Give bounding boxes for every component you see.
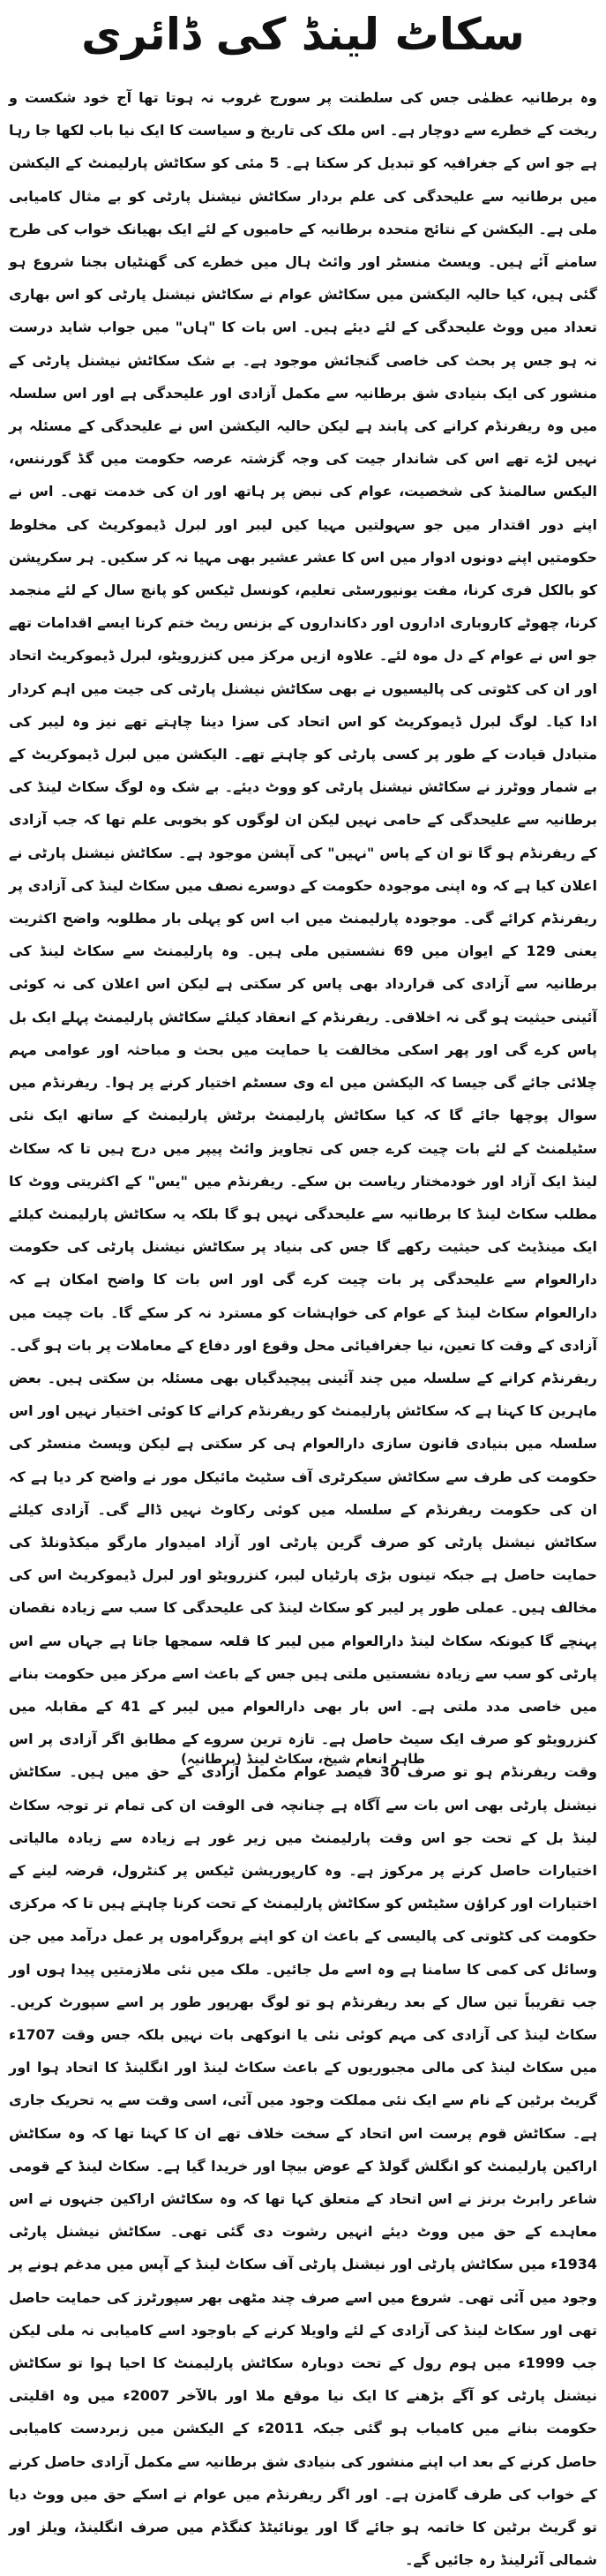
article-title: سکاٹ لینڈ کی ڈائری xyxy=(81,9,525,60)
article-byline: طاہر انعام شیخ، سکاٹ لینڈ (برطانیہ) xyxy=(181,1751,425,1767)
article-body: وہ برطانیہ عظمٰی جس کی سلطنت پر سورج غروب نہ ہوتا تھا آج خود شکست و ریخت کے خطرے سے دوچار ہے۔ اس ملک کی تاریخ و سیاست کا ایک نیا باب لکھا جا رہا ہے جو اس کے جغرافیہ کو تبدیل کر سکتا ہے۔ 5 مئی کو سکاٹش پارلیمنٹ کے الیکشن میں برطانیہ سے علیحدگی کی علم بردار سکاٹش نیشنل پارٹی کو بے مثال کامیابی ملی ہے۔ الیکشن کے نتائج متحدہ برطانیہ کے حامیوں کے لئے ایک بھیانک خواب کی طرح سامنے آئے ہیں۔ ویسٹ منسٹر اور وائٹ ہال میں خطرے کی گھنٹیاں بجنا شروع ہو گئی ہیں، کیا حالیہ الیکشن میں سکاٹش عوام نے سکاٹش نیشنل پارٹی کو اس بھاری تعداد میں ووٹ علیحدگی کے لئے دیئے ہیں۔ اس بات کا "ہاں" میں جواب شاید درست نہ ہو جس پر بحث کی خاصی گنجائش موجود ہے۔ بے شک سکاٹش نیشنل پارٹی کے منشور کی ایک بنیادی شق برطانیہ سے مکمل آزادی اور علیحدگی ہے اور اس سلسلہ میں وہ ریفرنڈم کرانے کی پابند ہے لیکن حالیہ الیکشن اس نے علیحدگی کے مسئلہ پر نہیں لڑے تھے اس کی شاندار جیت کی وجہ گزشتہ عرصہ حکومت میں گڈ گورننس، الیکس سالمنڈ کی شخصیت، عوام کی نبض پر ہاتھ اور ان کی خدمت تھی۔ اس نے اپنے دور اقتدار میں جو سہولتیں مہیا کیں لیبر اور لبرل ڈیموکریٹ کی مخلوط حکومتیں اپنے دونوں ادوار میں اس کا عشر عشیر بھی مہیا نہ کر سکیں۔ ہر سکرپشن کو بالکل فری کرنا، مفت یونیورسٹی تعلیم، کونسل ٹیکس کو پانچ سال کے لئے منجمد کرنا، چھوٹے کاروباری اداروں اور دکانداروں کے بزنس ریٹ ختم کرنا ایسے اقدامات تھے جو اس نے عوام کے دل موہ لئے۔ علاوہ ازیں مرکز میں کنزرویٹو، لبرل ڈیموکریٹ اتحاد اور ان کی کٹوتی کی پالیسیوں نے بھی سکاٹش نیشنل پارٹی کی جیت میں اہم کردار ادا کیا۔ لوگ لبرل ڈیموکریٹ کو اس اتحاد کی سزا دینا چاہتے تھے نیز وہ لیبر کی متبادل قیادت کے طور پر کسی پارٹی کو چاہتے تھے۔ الیکشن میں لبرل ڈیموکریٹ کے بے شمار ووٹرز نے سکاٹش نیشنل پارٹی کو ووٹ دیئے۔ بے شک وہ لوگ سکاٹ لینڈ کی برطانیہ سے علیحدگی کے حامی نہیں لیکن ان لوگوں کو بخوبی علم تھا کہ جب آزادی کے ریفرنڈم ہو گا تو ان کے پاس "نہیں" کی آپشن موجود ہے۔ سکاٹش نیشنل پارٹی نے اعلان کیا ہے کہ وہ اپنی موجودہ حکومت کے دوسرے نصف میں سکاٹ لینڈ کی آزادی پر ریفرنڈم کرائے گی۔ موجودہ پارلیمنٹ میں اب اس کو پہلی بار مطلوبہ واضح اکثریت یعنی 129 کے ایوان میں 69 نشستیں ملی ہیں۔ وہ پارلیمنٹ سے سکاٹ لینڈ کی برطانیہ سے آزادی کی قرارداد بھی پاس کر سکتی ہے لیکن اس اعلان کی نہ کوئی آئینی حیثیت ہو گی نہ اخلاقی۔ ریفرنڈم کے انعقاد کیلئے سکاٹش پارلیمنٹ پہلے ایک بل پاس کرے گی اور پھر اسکی مخالفت یا حمایت میں بحث و مباحثہ اور عوامی مہم چلائی جائے گی جیسا کہ الیکشن میں اے وی سسٹم اختیار کرنے پر ہوا۔ ریفرنڈم میں سوال پوچھا جائے گا کہ کیا سکاٹش پارلیمنٹ برٹش پارلیمنٹ کے ساتھ ایک نئی سٹیلمنٹ کے لئے بات چیت کرے جس کی تجاویز وائٹ پیپر میں درج ہیں تا کہ سکاٹ لینڈ ایک آزاد اور خودمختار ریاست بن سکے۔ ریفرنڈم میں "یس" کے اکثریتی ووٹ کا مطلب سکاٹ لینڈ کا برطانیہ سے علیحدگی نہیں ہو گا بلکہ یہ سکاٹش پارلیمنٹ کیلئے ایک مینڈیٹ کی حیثیت رکھے گا جس کی بنیاد پر سکاٹش نیشنل پارٹی کی حکومت دارالعوام سے علیحدگی پر بات چیت کرے گی اور اس بات کا واضح امکان ہے کہ دارالعوام سکاٹ لینڈ کے عوام کی خواہشات کو مسترد نہ کر سکے گا۔ بات چیت میں آزادی کے وقت کا تعین، نیا جغرافیائی محل وقوع اور دفاع کے معاملات پر بات ہو گی۔ ریفرنڈم کرانے کے سلسلہ میں چند آئینی پیچیدگیاں بھی مسئلہ بن سکتی ہیں۔ بعض ماہرین کا کہنا ہے کہ سکاٹش پارلیمنٹ کو ریفرنڈم کرانے کا کوئی اختیار نہیں اور اس سلسلہ میں بنیادی قانون سازی دارالعوام ہی کر سکتی ہے لیکن ویسٹ منسٹر کی حکومت کی طرف سے سکاٹش سیکرٹری آف سٹیٹ مائیکل مور نے واضح کر دیا ہے کہ ان کی حکومت ریفرنڈم کے سلسلہ میں کوئی رکاوٹ نہیں ڈالے گی۔ آزادی کیلئے سکاٹش نیشنل پارٹی کو صرف گرین پارٹی اور آزاد امیدوار مارگو میکڈونلڈ کی حمایت حاصل ہے جبکہ تینوں بڑی پارٹیاں لیبر، کنزرویٹو اور لبرل ڈیموکریٹ اس کی مخالف ہیں۔ عملی طور پر لیبر کو سکاٹ لینڈ کی علیحدگی کا سب سے زیادہ نقصان پہنچے گا کیونکہ سکاٹ لینڈ دارالعوام میں لیبر کا قلعہ سمجھا جاتا ہے جہاں سے اس پارٹی کو سب سے زیادہ نشستیں ملتی ہیں جس کے باعث اسے مرکز میں حکومت بنانے میں خاصی مدد ملتی ہے۔ اس بار بھی دارالعوام میں لیبر کے 41 کے مقابلہ میں کنزرویٹو کو صرف ایک سیٹ حاصل ہے۔ تازہ ترین سروے کے مطابق اگر آزادی پر اس وقت ریفرنڈم ہو تو صرف 30 فیصد عوام مکمل آزادی کے حق میں ہیں۔ سکاٹش نیشنل پارٹی بھی اس بات سے آگاہ ہے چنانچہ فی الوقت ان کی تمام تر توجہ سکاٹ لینڈ بل کے تحت جو اس وقت پارلیمنٹ میں زیر غور ہے زیادہ سے زیادہ مالیاتی اختیارات حاصل کرنے پر مرکوز ہے۔ وہ کارپوریشن ٹیکس پر کنٹرول، قرضہ لینے کے اختیارات اور کراؤن سٹیٹس کو سکاٹش پارلیمنٹ کے تحت کرنا چاہتے ہیں تا کہ مرکزی حکومت کی کٹوتی کی پالیسی کے باعث ان کو اپنے پروگراموں پر عمل درآمد میں جن وسائل کی کمی کا سامنا ہے وہ اسے مل جائیں۔ ملک میں نئی ملازمتیں پیدا ہوں اور جب تقریباً تین سال کے بعد ریفرنڈم ہو تو لوگ بھرپور طور پر اسے سپورٹ کریں۔ سکاٹ لینڈ کی آزادی کی مہم کوئی نئی یا انوکھی بات نہیں بلکہ جس وقت 1707ء میں سکاٹ لینڈ کی مالی مجبوریوں کے باعث سکاٹ لینڈ اور انگلینڈ کا اتحاد ہوا اور گریٹ برٹین کے نام سے ایک نئی مملکت وجود میں آئی، اسی وقت سے یہ تحریک جاری ہے۔ سکاٹش قوم پرست اس اتحاد کے سخت خلاف تھے ان کا کہنا تھا کہ وہ سکاٹش اراکین پارلیمنٹ کو انگلش گولڈ کے عوض بیچا اور خریدا گیا ہے۔ سکاٹ لینڈ کے قومی شاعر رابرٹ برنز نے اس اتحاد کے متعلق کہا تھا کہ وہ سکاٹش اراکین جنہوں نے اس معاہدے کے حق میں ووٹ دیئے انہیں رشوت دی گئی تھی۔ سکاٹش نیشنل پارٹی 1934ء میں سکاٹش پارٹی اور نیشنل پارٹی آف سکاٹ لینڈ کے آپس میں مدغم ہونے پر وجود میں آئی تھی۔ شروع میں اسے صرف چند مٹھی بھر سپورٹرز کی حمایت حاصل تھی اور سکاٹ لینڈ کی آزادی کے لئے واویلا کرنے کے باوجود اسے کامیابی نہ ملی لیکن جب 1999ء میں ہوم رول کے تحت دوبارہ سکاٹش پارلیمنٹ کا احیا ہوا تو سکاٹش نیشنل پارٹی کو آگے بڑھنے کا ایک نیا موقع ملا اور بالآخر 2007ء میں وہ اقلیتی حکومت بنانے میں کامیاب ہو گئی جبکہ 2011ء کے الیکشن میں زبردست کامیابی حاصل کرنے کے بعد اب اپنے منشور کی بنیادی شق برطانیہ سے مکمل آزادی حاصل کرنے کے خواب کی طرف گامزن ہے۔ اور اگر ریفرنڈم میں عوام نے اسکے حق میں ووٹ دیا تو گریٹ برٹین کا خاتمہ ہو جائے گا اور یونائیٹڈ کنگڈم میں صرف انگلینڈ، ویلز اور شمالی آئرلینڈ رہ جائیں گے۔ xyxy=(9,89,598,2569)
